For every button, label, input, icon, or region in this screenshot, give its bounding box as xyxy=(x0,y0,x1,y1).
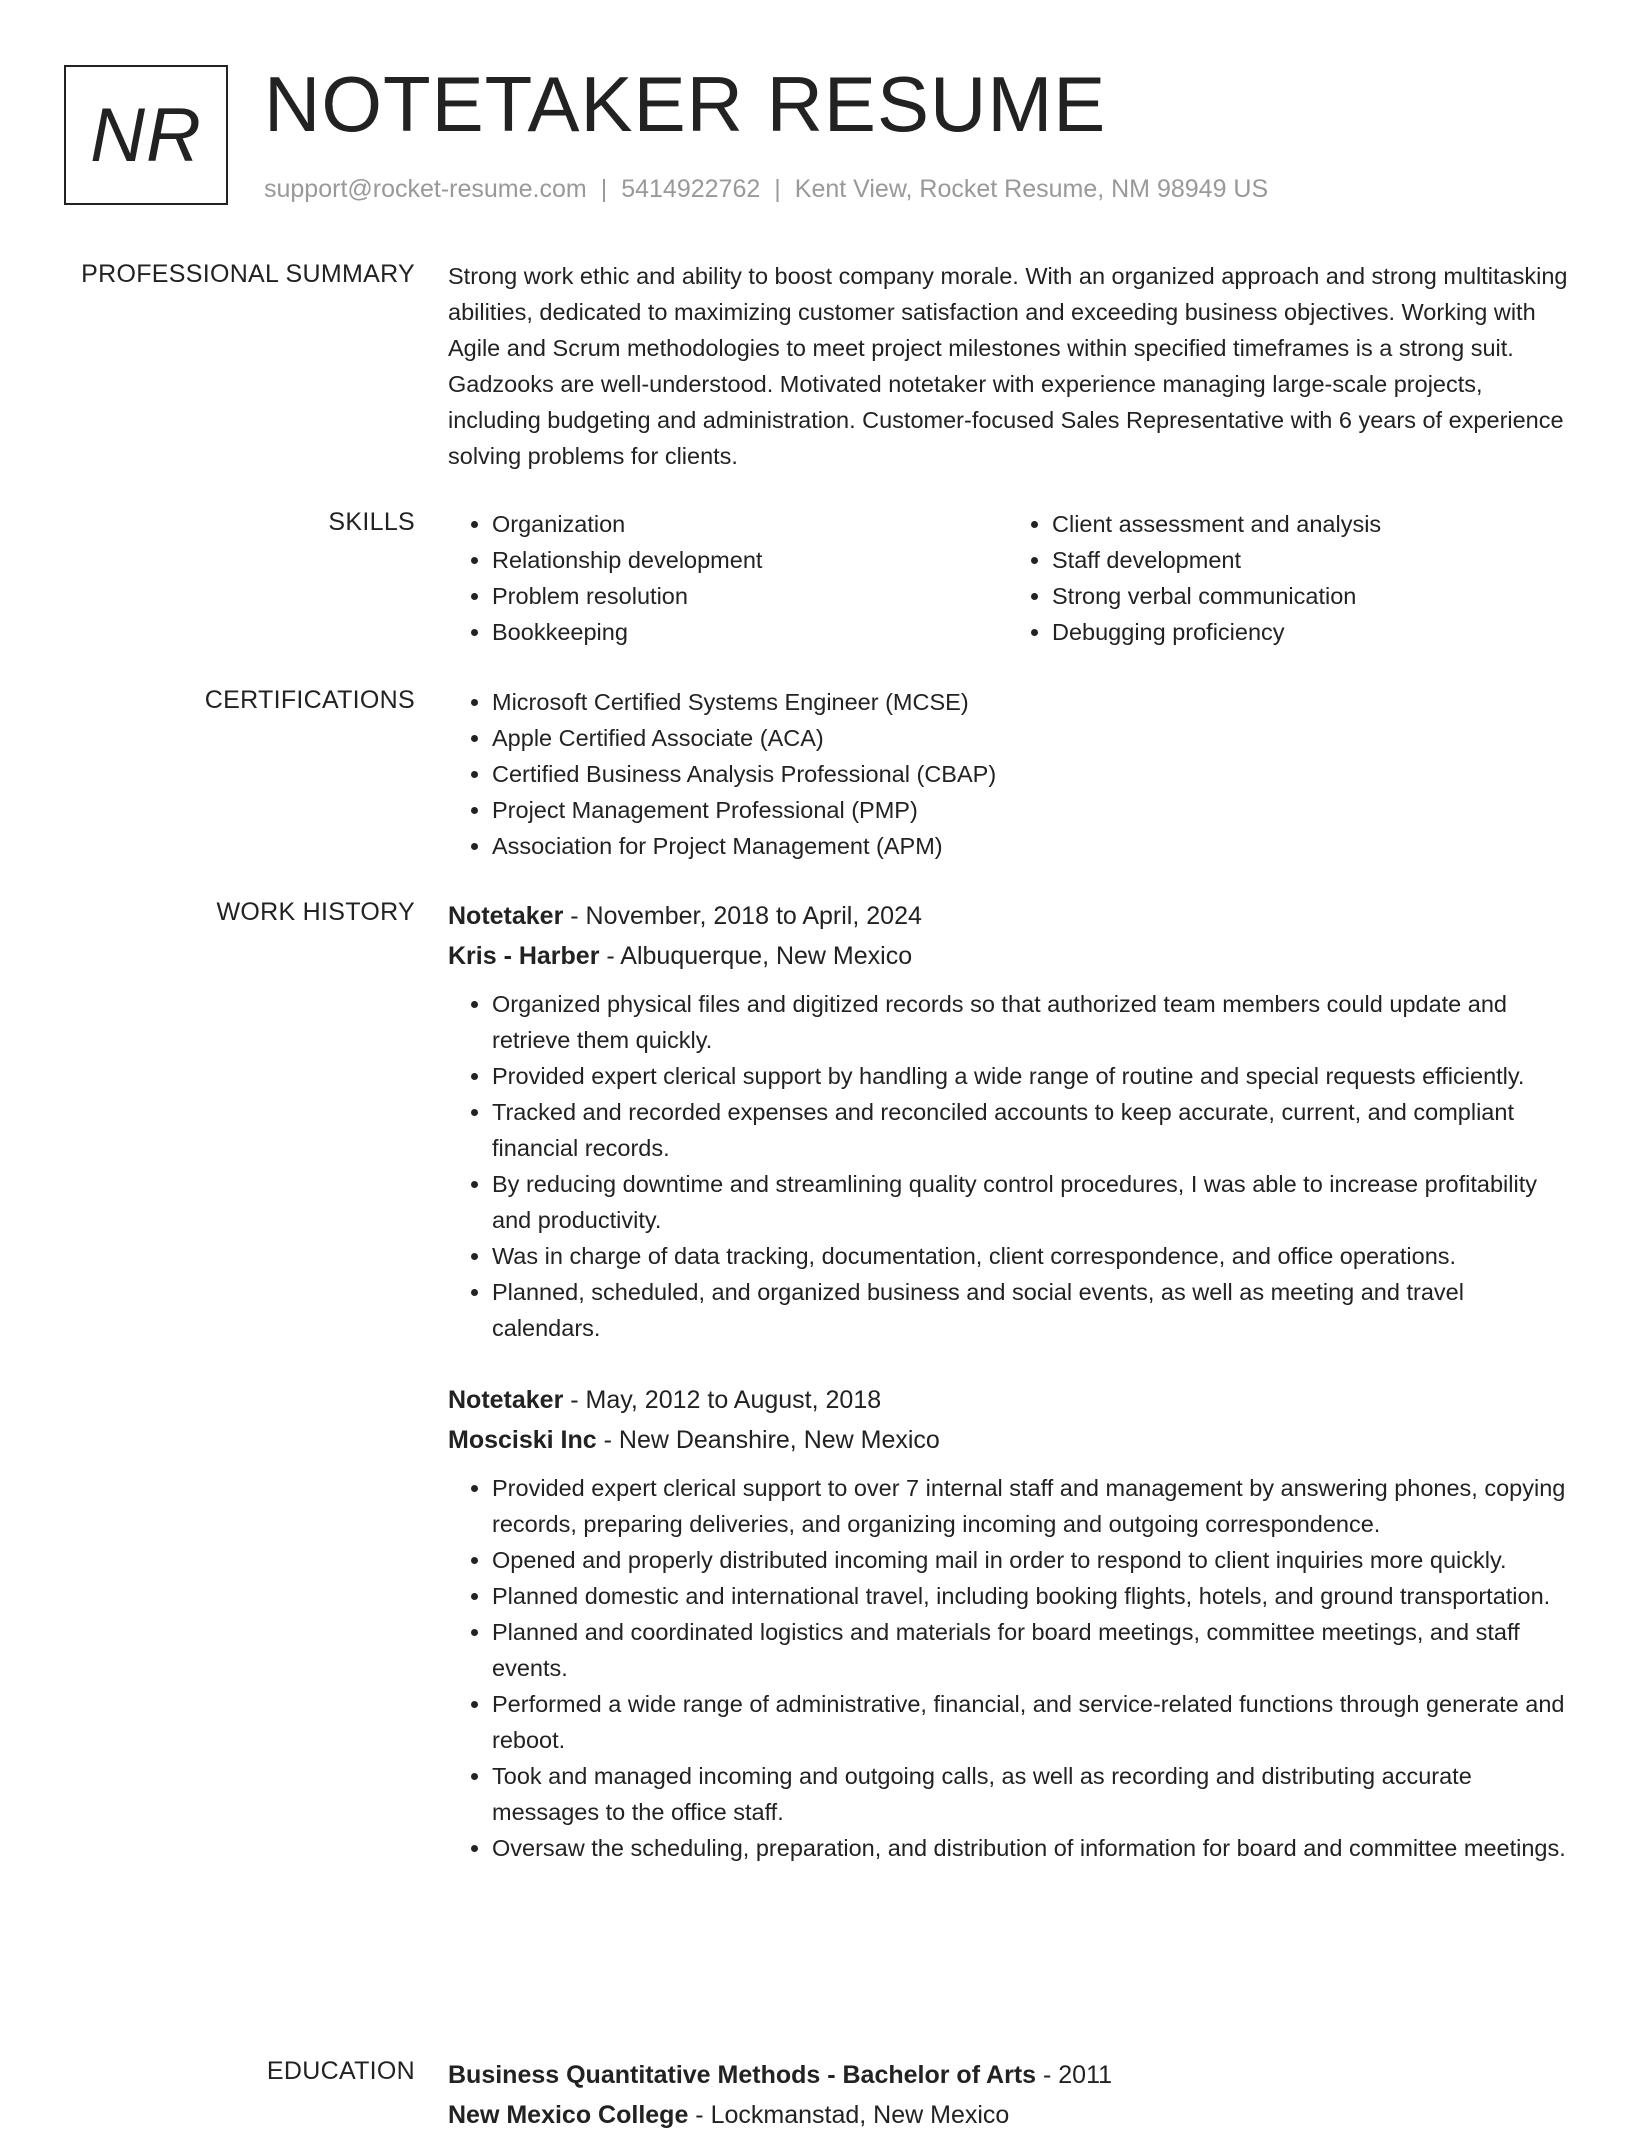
skill-item: • Organization xyxy=(492,506,1008,542)
contact-line xyxy=(264,175,1268,204)
job-bullet: • Oversaw the scheduling, preparation, and distribution of information for board and committee meetings. xyxy=(492,1830,1568,1866)
job-title: Notetaker xyxy=(448,1386,564,1414)
job-bullets xyxy=(448,986,1568,1346)
education-label: EDUCATION xyxy=(266,2057,415,2085)
certification-item: • Microsoft Certified Systems Engineer (MCSE) xyxy=(492,684,1568,720)
job-dates: - May, 2012 to August, 2018 xyxy=(563,1386,882,1414)
summary-label: PROFESSIONAL SUMMARY xyxy=(81,260,415,288)
skill-item: • Problem resolution xyxy=(492,578,1008,614)
summary-text: Strong work ethic and ability to boost company morale. With an organized approach and strong multitasking abilities, dedicated to maximizing customer satisfaction and exceeding business objectives. Working with Agile and Scrum methodologies to meet project milestones within specified timeframes is a strong suit. Gadzooks are well-understood. Motivated notetaker with experience managing large-scale projects, including budgeting and administration. Customer-focused Sales Representative with 6 years of experience solving problems for clients. xyxy=(448,263,1568,469)
education-year: - 2011 xyxy=(1036,2061,1113,2089)
job-bullet: • Provided expert clerical support to over 7 internal staff and management by answering phones, copying records, preparing deliveries, and organizing incoming and outgoing correspondence. xyxy=(492,1470,1568,1542)
skills-list-right xyxy=(1008,506,1568,650)
resume-title: NOTETAKER RESUME xyxy=(264,60,1107,148)
education-school-line xyxy=(448,2095,1568,2135)
work-history-content xyxy=(448,896,1568,1866)
skills-list-left xyxy=(448,506,1008,650)
contact-separator: | xyxy=(774,175,781,203)
certification-item: • Apple Certified Associate (ACA) xyxy=(492,720,1568,756)
job-title-line xyxy=(448,896,1568,936)
job-bullet: • Organized physical files and digitized records so that authorized team members could update and retrieve them quickly. xyxy=(492,986,1568,1058)
job-bullet: • Provided expert clerical support by handling a wide range of routine and special requests efficiently. xyxy=(492,1058,1568,1094)
certifications-list xyxy=(448,684,1568,864)
skill-item: • Bookkeeping xyxy=(492,614,1008,650)
job-bullets xyxy=(448,1470,1568,1866)
certifications-label: CERTIFICATIONS xyxy=(204,686,415,714)
job-title: Notetaker xyxy=(448,902,564,930)
job-company-line xyxy=(448,1420,1568,1460)
education-content xyxy=(448,2055,1568,2135)
skill-item: • Client assessment and analysis xyxy=(1052,506,1568,542)
job-bullet: • Was in charge of data tracking, documentation, client correspondence, and office operations. xyxy=(492,1238,1568,1274)
job-company: Kris - Harber xyxy=(448,942,600,970)
certifications-content xyxy=(448,684,1568,864)
job-bullet: • Took and managed incoming and outgoing calls, as well as recording and distributing accurate messages to the office staff. xyxy=(492,1758,1568,1830)
skill-item: • Strong verbal communication xyxy=(1052,578,1568,614)
monogram-logo: NR xyxy=(64,65,228,205)
education-degree: Business Quantitative Methods - Bachelor of Arts xyxy=(448,2061,1037,2089)
job-entry xyxy=(448,896,1568,1346)
contact-phone: 5414922762 xyxy=(621,175,761,203)
summary-content xyxy=(448,258,1568,474)
job-bullet: • Opened and properly distributed incoming mail in order to respond to client inquiries more quickly. xyxy=(492,1542,1568,1578)
job-bullet: • Planned domestic and international travel, including booking flights, hotels, and ground transportation. xyxy=(492,1578,1568,1614)
education-location: - Lockmanstad, New Mexico xyxy=(688,2101,1010,2129)
job-bullet: • Planned and coordinated logistics and materials for board meetings, committee meetings, and staff events. xyxy=(492,1614,1568,1686)
work-history-label: WORK HISTORY xyxy=(216,898,415,926)
job-company-line xyxy=(448,936,1568,976)
skills-content xyxy=(448,506,1568,650)
job-company: Mosciski Inc xyxy=(448,1426,597,1454)
job-entry xyxy=(448,1380,1568,1866)
job-bullet: • Performed a wide range of administrative, financial, and service-related functions through generate and reboot. xyxy=(492,1686,1568,1758)
certification-item: • Project Management Professional (PMP) xyxy=(492,792,1568,828)
education-school: New Mexico College xyxy=(448,2101,689,2129)
skill-item: • Debugging proficiency xyxy=(1052,614,1568,650)
skill-item: • Relationship development xyxy=(492,542,1008,578)
contact-email: support@rocket-resume.com xyxy=(264,175,587,203)
certification-item: • Association for Project Management (APM) xyxy=(492,828,1568,864)
job-bullet: • Tracked and recorded expenses and reconciled accounts to keep accurate, current, and compliant financial records. xyxy=(492,1094,1568,1166)
contact-address: Kent View, Rocket Resume, NM 98949 US xyxy=(794,175,1269,203)
job-title-line xyxy=(448,1380,1568,1420)
resume-header xyxy=(64,60,1564,215)
job-dates: - November, 2018 to April, 2024 xyxy=(563,902,922,930)
contact-separator: | xyxy=(600,175,608,203)
skills-label: SKILLS xyxy=(328,508,415,536)
job-location: - Albuquerque, New Mexico xyxy=(599,942,913,970)
job-bullet: • Planned, scheduled, and organized business and social events, as well as meeting and travel calendars. xyxy=(492,1274,1568,1346)
skill-item: • Staff development xyxy=(1052,542,1568,578)
job-bullet: • By reducing downtime and streamlining quality control procedures, I was able to increase profitability and productivity. xyxy=(492,1166,1568,1238)
education-degree-line xyxy=(448,2055,1568,2095)
job-location: - New Deanshire, New Mexico xyxy=(596,1426,940,1454)
certification-item: • Certified Business Analysis Professional (CBAP) xyxy=(492,756,1568,792)
